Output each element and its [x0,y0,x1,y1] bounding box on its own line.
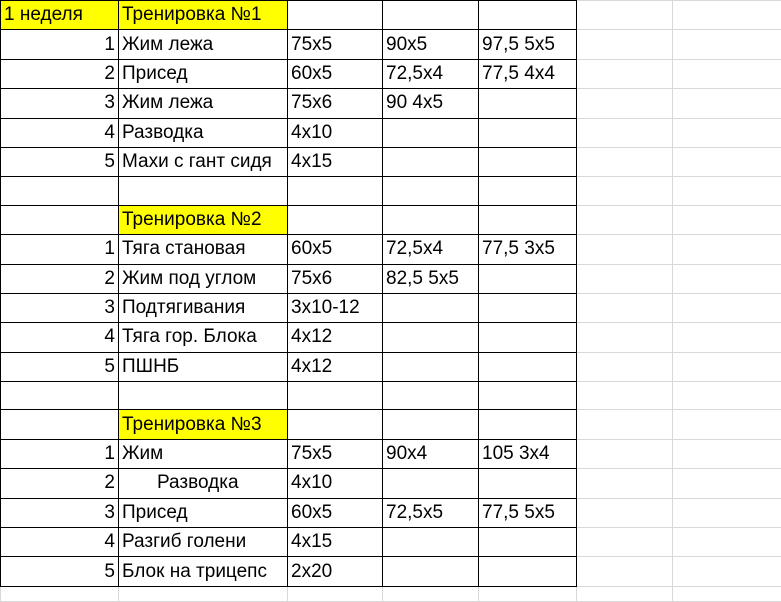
empty-cell[interactable] [577,293,673,322]
table-row [1,30,781,59]
table-row [1,352,781,381]
empty-cell[interactable] [288,205,383,234]
set-cell[interactable]: 77,5 4х4 [479,59,577,88]
empty-cell[interactable] [673,382,781,410]
empty-cell[interactable] [288,586,383,601]
empty-cell[interactable] [1,205,119,234]
set-cell[interactable] [479,528,577,557]
empty-cell[interactable] [288,1,383,30]
row-number-cell[interactable]: 3 [1,498,119,527]
set-cell[interactable]: 72,5х4 [383,235,479,264]
empty-cell[interactable] [577,439,673,468]
empty-cell[interactable] [479,205,577,234]
set-cell[interactable]: 105 3х4 [479,439,577,468]
empty-cell[interactable] [673,177,781,205]
set-cell[interactable] [479,557,577,586]
table-row [1,118,781,147]
exercise-name-cell[interactable]: Блок на трицепс [119,557,288,586]
set-cell[interactable]: 75х5 [288,30,383,59]
table-row [1,293,781,322]
set-cell[interactable] [383,528,479,557]
empty-cell[interactable] [288,410,383,439]
exercise-name-cell[interactable]: Присед [119,59,288,88]
row-number-cell[interactable]: 4 [1,528,119,557]
empty-cell[interactable] [673,59,781,88]
empty-cell[interactable] [577,147,673,176]
set-cell[interactable] [383,469,479,498]
row-number-cell[interactable]: 1 [1,439,119,468]
set-cell[interactable]: 4х12 [288,323,383,352]
empty-cell[interactable] [577,118,673,147]
empty-cell[interactable] [577,235,673,264]
set-cell[interactable]: 72,5х5 [383,498,479,527]
exercise-name-cell[interactable]: Разгиб голени [119,528,288,557]
table-row [1,59,781,88]
set-cell[interactable] [479,293,577,322]
set-cell[interactable]: 75х6 [288,89,383,118]
table-row [1,264,781,293]
set-cell[interactable]: 2х20 [288,557,383,586]
spacer-row [1,382,781,410]
row-number-cell[interactable]: 1 [1,30,119,59]
empty-cell[interactable] [577,410,673,439]
set-cell[interactable]: 60х5 [288,59,383,88]
empty-cell[interactable] [577,528,673,557]
row-number-cell[interactable]: 5 [1,352,119,381]
row-number-cell[interactable]: 4 [1,323,119,352]
empty-cell[interactable] [1,410,119,439]
empty-cell[interactable] [673,528,781,557]
empty-cell[interactable] [673,439,781,468]
row-number-cell[interactable]: 2 [1,264,119,293]
set-cell[interactable]: 77,5 5х5 [479,498,577,527]
empty-cell[interactable] [288,177,383,205]
empty-cell[interactable] [479,1,577,30]
empty-cell[interactable] [577,469,673,498]
spacer-row [1,177,781,205]
set-cell[interactable]: 4х15 [288,147,383,176]
set-cell[interactable]: 4х15 [288,528,383,557]
empty-cell[interactable] [383,586,479,601]
set-cell[interactable] [479,352,577,381]
empty-cell[interactable] [673,410,781,439]
set-cell[interactable]: 75х6 [288,264,383,293]
empty-cell[interactable] [479,586,577,601]
set-cell[interactable] [479,89,577,118]
table-row [1,557,781,586]
set-cell[interactable]: 82,5 5х5 [383,264,479,293]
set-cell[interactable] [383,323,479,352]
row-number-cell[interactable]: 5 [1,557,119,586]
set-cell[interactable]: 3х10-12 [288,293,383,322]
exercise-name-cell[interactable]: Жим лежа [119,30,288,59]
set-cell[interactable]: 77,5 3х5 [479,235,577,264]
set-cell[interactable]: 97,5 5х5 [479,30,577,59]
empty-cell[interactable] [1,177,119,205]
exercise-name-cell[interactable]: Разводка [119,469,288,498]
empty-cell[interactable] [673,323,781,352]
empty-cell[interactable] [577,586,673,601]
title-row-1 [1,1,781,30]
empty-cell[interactable] [1,382,119,410]
set-cell[interactable] [383,557,479,586]
empty-cell[interactable] [577,89,673,118]
empty-cell[interactable] [673,498,781,527]
empty-cell[interactable] [577,557,673,586]
empty-cell[interactable] [577,59,673,88]
empty-cell[interactable] [673,30,781,59]
set-cell[interactable] [383,293,479,322]
empty-cell[interactable] [673,469,781,498]
table-row [1,528,781,557]
empty-cell[interactable] [383,205,479,234]
empty-cell[interactable] [577,498,673,527]
empty-cell[interactable] [673,118,781,147]
set-cell[interactable] [479,264,577,293]
workout-title-cell-2[interactable]: Тренировка №2 [119,205,288,234]
empty-cell[interactable] [673,205,781,234]
exercise-name-cell[interactable]: Тяга гор. Блока [119,323,288,352]
empty-cell[interactable] [119,586,288,601]
set-cell[interactable]: 90 4х5 [383,89,479,118]
table-row [1,323,781,352]
set-cell[interactable]: 4х10 [288,469,383,498]
set-cell[interactable] [383,352,479,381]
empty-cell[interactable] [479,410,577,439]
row-number-cell[interactable]: 2 [1,469,119,498]
empty-cell[interactable] [673,293,781,322]
set-cell[interactable]: 90х4 [383,439,479,468]
set-cell[interactable]: 75х5 [288,439,383,468]
empty-cell[interactable] [577,323,673,352]
exercise-name-cell[interactable]: Разводка [119,118,288,147]
set-cell[interactable] [479,147,577,176]
title-row-2 [1,205,781,234]
empty-cell[interactable] [673,1,781,30]
exercise-name-cell[interactable]: Жим под углом [119,264,288,293]
empty-cell[interactable] [673,89,781,118]
spacer-row [1,586,781,601]
empty-cell[interactable] [479,177,577,205]
exercise-name-cell[interactable]: Тяга становая [119,235,288,264]
table-row [1,89,781,118]
empty-cell[interactable] [383,177,479,205]
table-row [1,469,781,498]
empty-cell[interactable] [673,264,781,293]
empty-cell[interactable] [577,177,673,205]
row-number-cell[interactable]: 4 [1,118,119,147]
empty-cell[interactable] [673,557,781,586]
workout-title-cell-1[interactable]: Тренировка №1 [119,1,288,30]
table-row [1,147,781,176]
exercise-name-cell[interactable]: Подтягивания [119,293,288,322]
set-cell[interactable]: 60х5 [288,498,383,527]
empty-cell[interactable] [673,352,781,381]
empty-cell[interactable] [119,177,288,205]
exercise-name-cell[interactable]: Жим лежа [119,89,288,118]
empty-cell[interactable] [577,382,673,410]
set-cell[interactable] [479,118,577,147]
empty-cell[interactable] [288,382,383,410]
empty-cell[interactable] [383,382,479,410]
empty-cell[interactable] [577,205,673,234]
empty-cell[interactable] [673,147,781,176]
table-row [1,439,781,468]
set-cell[interactable]: 4х12 [288,352,383,381]
row-number-cell[interactable]: 5 [1,147,119,176]
set-cell[interactable]: 90х5 [383,30,479,59]
empty-cell[interactable] [383,410,479,439]
row-number-cell[interactable]: 1 [1,235,119,264]
empty-cell[interactable] [1,586,119,601]
table-row [1,235,781,264]
row-number-cell[interactable]: 3 [1,89,119,118]
set-cell[interactable]: 72,5х4 [383,59,479,88]
empty-cell[interactable] [119,382,288,410]
set-cell[interactable]: 4х10 [288,118,383,147]
title-row-3 [1,410,781,439]
set-cell[interactable] [479,469,577,498]
exercise-name-cell[interactable]: ПШНБ [119,352,288,381]
empty-cell[interactable] [577,352,673,381]
table-row [1,498,781,527]
exercise-name-cell[interactable]: Махи с гант сидя [119,147,288,176]
empty-cell[interactable] [577,264,673,293]
empty-cell[interactable] [577,1,673,30]
week-label-cell[interactable]: 1 неделя [1,1,119,30]
exercise-name-cell[interactable]: Присед [119,498,288,527]
set-cell[interactable] [383,147,479,176]
exercise-name-cell[interactable]: Жим [119,439,288,468]
empty-cell[interactable] [673,586,781,601]
row-number-cell[interactable]: 3 [1,293,119,322]
set-cell[interactable] [383,118,479,147]
workout-title-cell-3[interactable]: Тренировка №3 [119,410,288,439]
empty-cell[interactable] [673,235,781,264]
empty-cell[interactable] [383,1,479,30]
set-cell[interactable] [479,323,577,352]
row-number-cell[interactable]: 2 [1,59,119,88]
empty-cell[interactable] [577,30,673,59]
empty-cell[interactable] [479,382,577,410]
set-cell[interactable]: 60х5 [288,235,383,264]
